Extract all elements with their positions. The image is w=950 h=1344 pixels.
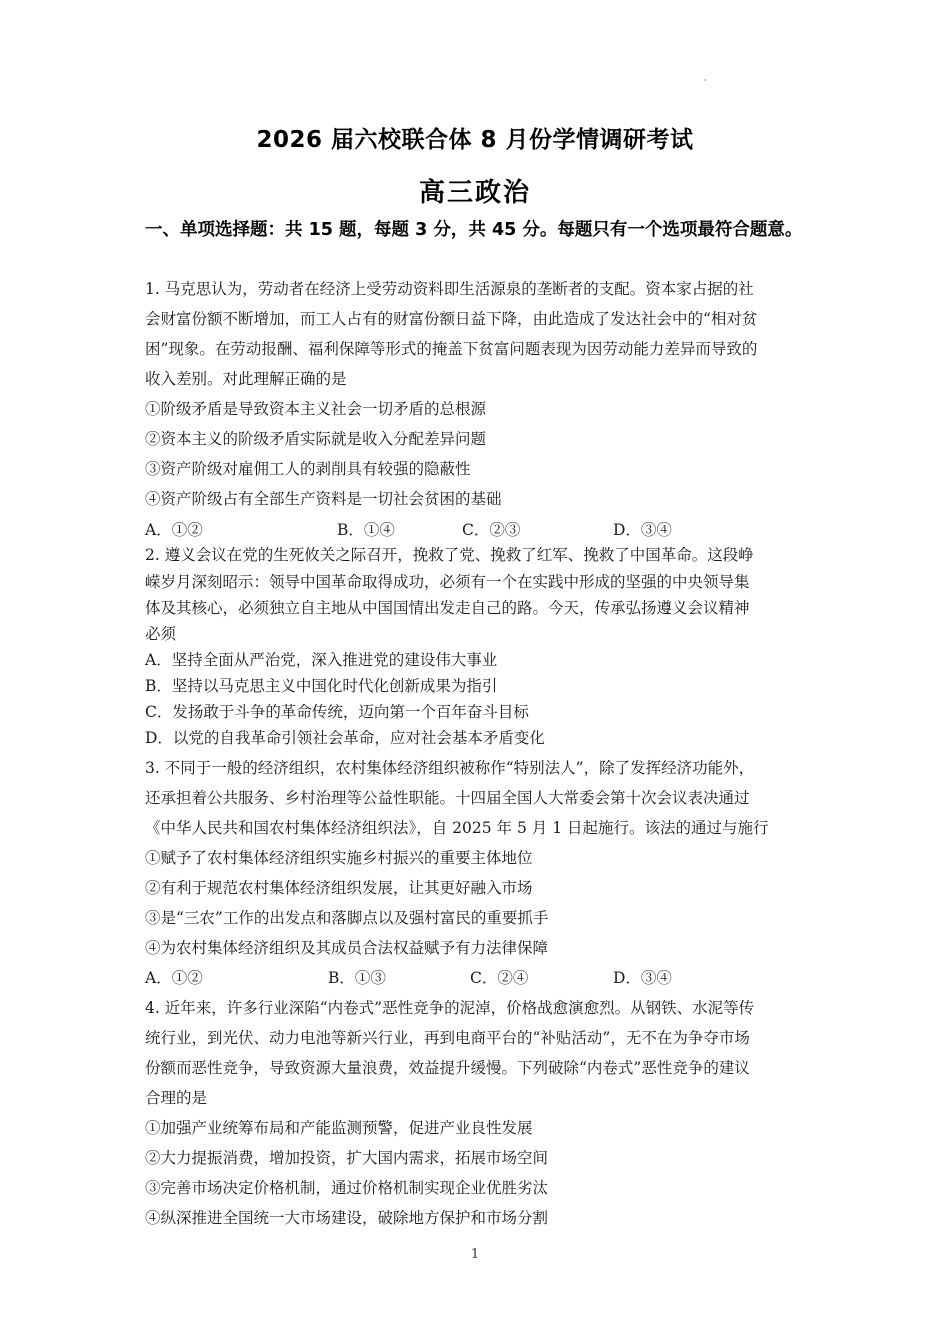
choice-b: B．①③ — [328, 969, 386, 987]
statement-item: ②资本主义的阶级矛盾实际就是收入分配差异问题 — [145, 430, 487, 448]
question-stem-line: 必须 — [145, 625, 177, 643]
choice-d: D．③④ — [613, 521, 672, 539]
statement-item: ①加强产业统筹布局和产能监测预警，促进产业良性发展 — [145, 1119, 533, 1137]
statement-item: ④纵深推进全国统一大市场建设，破除地方保护和市场分割 — [145, 1209, 549, 1227]
subject-title: 高三政治 — [418, 178, 531, 208]
question-stem-line: 《中华人民共和国农村集体经济组织法》，自 2025 年 5 月 1 日起施行。该法的通过与施行 — [145, 819, 769, 837]
question-stem-line: 会财富份额不断增加，而工人占有的财富份额日益下降，由此造成了发达社会中的“相对贫 — [145, 310, 758, 328]
choice-a: A．①② — [145, 969, 203, 987]
section-heading: 一、单项选择题：共 15 题，每题 3 分，共 45 分。每题只有一个选项最符合题意。 — [145, 220, 803, 240]
choice-d: D．以党的自我革命引领社会革命，应对社会基本矛盾变化 — [145, 729, 545, 747]
page-number: 1 — [470, 1247, 480, 1262]
question-stem-line: 统行业，到光伏、动力电池等新兴行业，再到电商平台的“补贴活动”，无不在为争夺市场 — [145, 1029, 750, 1047]
question-stem-line: 收入差别。对此理解正确的是 — [145, 370, 347, 388]
question-stem-line: 2. 遵义会议在党的生死攸关之际召开，挽救了党、挽救了红军、挽救了中国革命。这段峥 — [145, 546, 754, 564]
choice-d: D．③④ — [613, 969, 672, 987]
question-stem-line: 还承担着公共服务、乡村治理等公益性职能。十四届全国人大常委会第十次会议表决通过 — [145, 789, 750, 807]
question-stem-line: 体及其核心，必须独立自主地从中国国情出发走自己的路。今天，传承弘扬遵义会议精神 — [145, 599, 750, 617]
question-stem-line: 4. 近年来，许多行业深陷“内卷式”恶性竞争的泥淖，价格战愈演愈烈。从钢铁、水泥等传 — [145, 999, 755, 1017]
exam-title: 2026 届六校联合体 8 月份学情调研考试 — [256, 127, 694, 153]
choice-c: C．②③ — [462, 521, 521, 539]
choice-b: B．坚持以马克思主义中国化时代化创新成果为指引 — [145, 677, 498, 695]
choice-c: C．发扬敢于斗争的革命传统，迈向第一个百年奋斗目标 — [145, 703, 529, 721]
choice-b: B．①④ — [337, 521, 395, 539]
question-stem-line: 1. 马克思认为，劳动者在经济上受劳动资料即生活源泉的垄断者的支配。资本家占据的社 — [145, 280, 754, 298]
statement-item: ③是“三农”工作的出发点和落脚点以及强村富民的重要抓手 — [145, 909, 549, 927]
question-stem-line: 合理的是 — [145, 1089, 208, 1107]
choice-a: A．①② — [145, 521, 203, 539]
question-stem-line: 困”现象。在劳动报酬、福利保障等形式的掩盖下贫富问题表现为因劳动能力差异而导致的 — [145, 340, 758, 358]
statement-item: ②有利于规范农村集体经济组织发展，让其更好融入市场 — [145, 879, 533, 897]
statement-item: ④为农村集体经济组织及其成员合法权益赋予有力法律保障 — [145, 939, 549, 957]
statement-item: ④资产阶级占有全部生产资料是一切社会贫困的基础 — [145, 490, 502, 508]
statement-item: ①赋予了农村集体经济组织实施乡村振兴的重要主体地位 — [145, 849, 533, 867]
choice-c: C．②④ — [470, 969, 529, 987]
choice-a: A．坚持全面从严治党，深入推进党的建设伟大事业 — [145, 651, 498, 669]
statement-item: ②大力提振消费，增加投资，扩大国内需求，拓展市场空间 — [145, 1149, 549, 1167]
question-stem-line: 份额而恶性竞争，导致资源大量浪费，效益提升缓慢。下列破除“内卷式”恶性竞争的建议 — [145, 1059, 750, 1077]
scan-speck — [704, 79, 706, 81]
statement-item: ③完善市场决定价格机制，通过价格机制实现企业优胜劣汰 — [145, 1179, 549, 1197]
question-stem-line: 嵘岁月深刻昭示：领导中国革命取得成功，必须有一个在实践中形成的坚强的中央领导集 — [145, 573, 750, 591]
statement-item: ①阶级矛盾是导致资本主义社会一切矛盾的总根源 — [145, 400, 487, 418]
question-stem-line: 3. 不同于一般的经济组织，农村集体经济组织被称作“特别法人”，除了发挥经济功能外， — [145, 759, 755, 777]
statement-item: ③资产阶级对雇佣工人的剥削具有较强的隐蔽性 — [145, 460, 471, 478]
